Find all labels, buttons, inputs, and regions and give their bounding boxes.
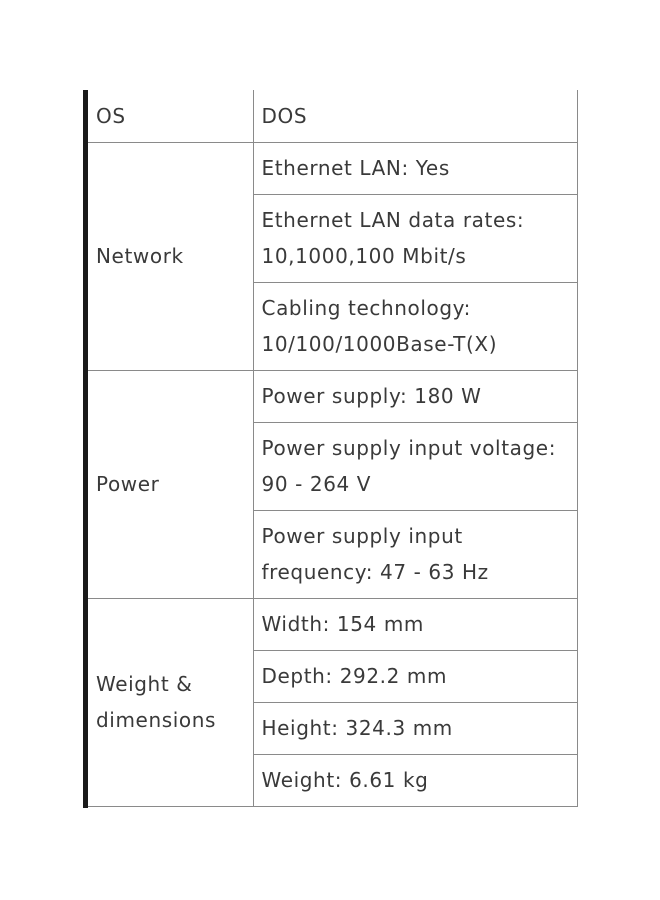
spec-value: Weight: 6.61 kg (253, 754, 577, 806)
spec-value: Ethernet LAN data rates: 10,1000,100 Mbit/s (253, 194, 577, 282)
table-row-os (88, 90, 577, 142)
spec-value: Power supply input voltage: 90 - 264 V (253, 422, 577, 510)
group-label-network: Network (88, 142, 253, 370)
spec-value: Width: 154 mm (253, 598, 577, 650)
table-row-weight-dimensions (88, 598, 577, 650)
spec-value: Ethernet LAN: Yes (253, 142, 577, 194)
table-row-network (88, 142, 577, 194)
spec-value: Depth: 292.2 mm (253, 650, 577, 702)
group-label-weight-dimensions: Weight & dimensions (88, 598, 253, 806)
spec-value: Power supply: 180 W (253, 370, 577, 422)
table-row-power (88, 370, 577, 422)
spec-value: DOS (253, 90, 577, 142)
spec-value: Cabling technology: 10/100/1000Base-T(X) (253, 282, 577, 370)
group-label-os: OS (88, 90, 253, 142)
spec-table (88, 90, 578, 807)
spec-table-container (83, 90, 577, 808)
spec-value: Height: 324.3 mm (253, 702, 577, 754)
spec-value: Power supply input frequency: 47 - 63 Hz (253, 510, 577, 598)
group-label-power: Power (88, 370, 253, 598)
